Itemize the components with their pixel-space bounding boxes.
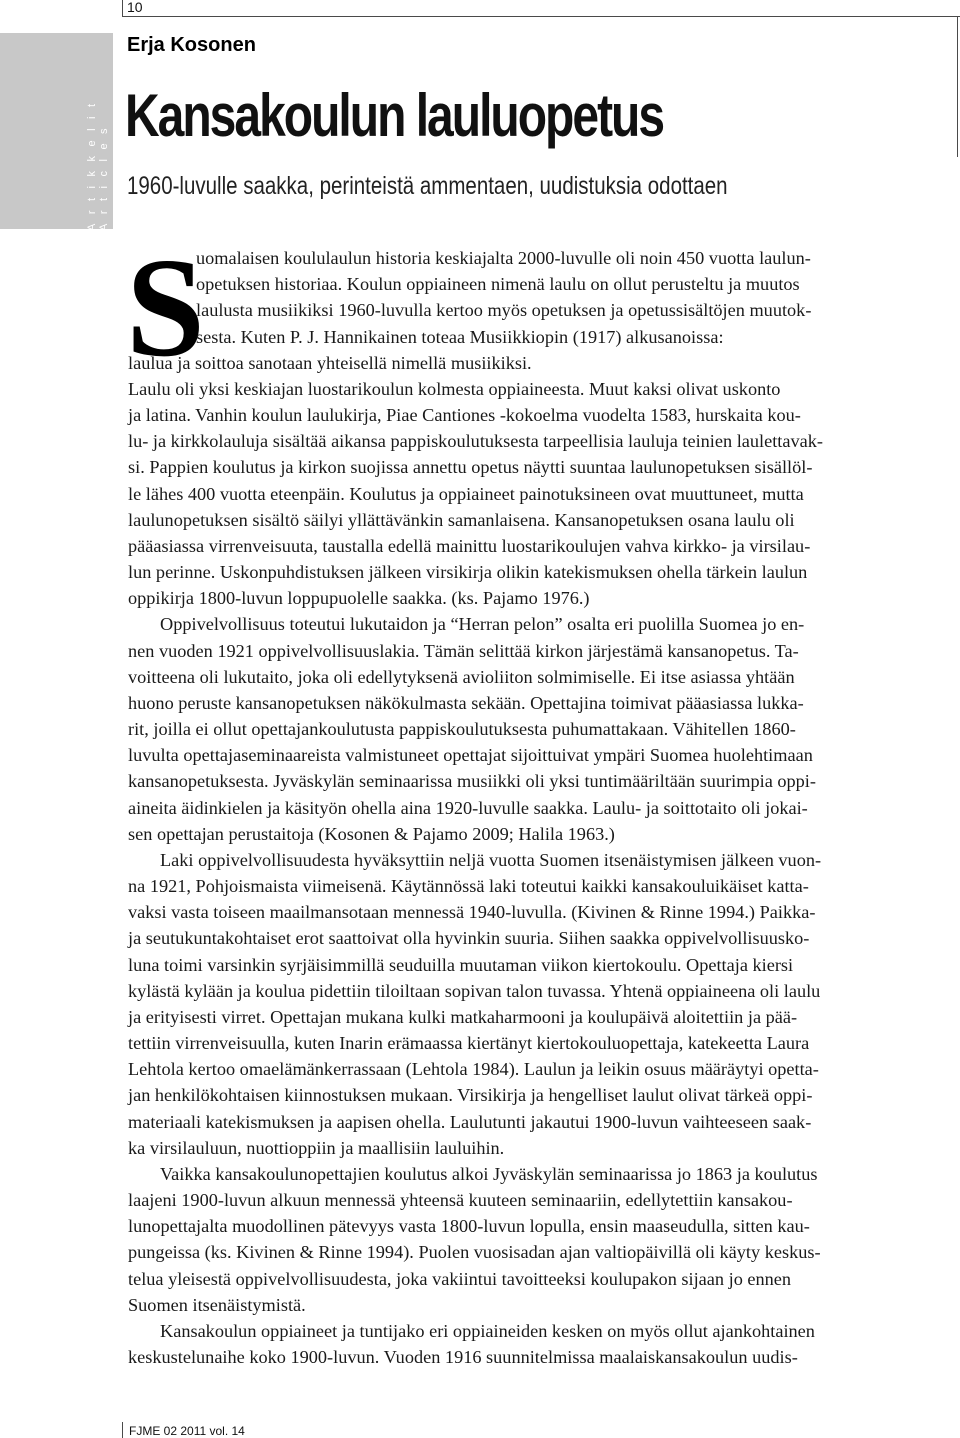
body-text-line: ja seutukuntakohtaiset erot saattoivat olla hyvinkin suuria. Siihen saakka oppivelvollisuusko- [128,928,810,949]
body-text-line: laulunopetuksen sisältö säilyi yllättävänkin samanlaisena. Kansanopetuksen osana laulu oli [128,509,795,530]
body-text-line: uomalaisen koululaulun historia keskiajalta 2000-luvulle oli noin 450 vuotta laulun- [196,248,811,268]
body-text-line: aineita äidinkielen ja käsityön ohella aina 1920-luvulle saakka. Laulu- ja soittotaito oli jokai- [128,797,808,818]
body-text-line: voitteena oli lukutaito, joka oli edellytyksenä avioliiton solmimiselle. Ei itse asiassa yhtään [128,666,795,687]
body-text-line: lun perinne. Uskonpuhdistuksen jälkeen virsikirja olikin katekismuksen ohella tärkein laulun [128,562,808,583]
body-text-line: Vaikka kansakoulunopettajien koulutus alkoi Jyväskylän seminaarissa jo 1863 ja koulutus [160,1163,818,1184]
body-text-line: lunopettajalta muodollinen pätevyys vasta 1800-luvun lopulla, ensin maaseudulla, sitten kau- [128,1216,810,1237]
body-text-line: luvulta opettajaseminaareista valmistuneet opettajat sijoittuivat ympäri Suomea huolehtimaan [128,745,813,766]
body-text-line: huono peruste kansanopetuksen näkökulmasta sekään. Opettajina toimivat pääasiassa lukka- [128,692,804,713]
body-text-line: keskustelunaihe koko 1900-luvun. Vuoden 1916 suunnitelmissa maalaiskansakoulun uudis- [128,1347,798,1368]
body-text-line: ja erityisesti virret. Opettajan mukana kulki matkaharmooni ja koulupäivä aloitettiin ja pää- [128,1006,798,1027]
body-text-line: Laulu oli yksi keskiajan luostarikoulun kolmesta oppiaineesta. Muut kaksi olivat uskonto [128,378,781,399]
article-subtitle: 1960-luvulle saakka, perinteistä ammentaen, uudistuksia odottaen [127,172,728,200]
journal-footer: FJME 02 2011 vol. 14 [129,1424,245,1438]
body-text-line: Kansakoulun oppiaineet ja tuntijako eri oppiaineiden kesken on myös ollut ajankohtainen [160,1320,815,1341]
body-text-line: na 1921, Pohjoismaista viimeisenä. Käytännössä laki toteutui kaikki kansakouluikäiset katta- [128,876,809,897]
crop-mark-bottom [122,1422,123,1438]
body-text-line: materiaali katekismuksen ja aapisen ohella. Laulutunti jakautui 1900-luvun vaihteeseen saak- [128,1111,812,1132]
body-text-line: Laki oppivelvollisuudesta hyväksyttiin neljä vuotta Suomen itsenäistymisen jälkeen vuon- [160,849,822,870]
body-text-line: Lehtola kertoo omaelämänkerrassaan (Lehtola 1984). Laulun ja leikin osuus määräytyi opetta- [128,1059,819,1080]
body-text-line: telua yleisestä oppivelvollisuudesta, joka vakiintui tavoitteeksi koulupakon sijaan jo ennen [128,1268,792,1289]
body-text-line: kansanopetuksesta. Jyväskylän seminaarissa musiikki oli yksi tuntimääriltään suurimpia oppi- [128,771,816,792]
body-text-line: oppikirja 1800-luvun loppupuolelle saakka. (ks. Pajamo 1976.) [128,588,590,609]
body-text-line: Suomen itsenäistymistä. [128,1294,306,1315]
body-text-line: laulusta musiikiksi 1960-luvulla kertoo myös opetuksen ja opetussisältöjen muutok- [196,300,812,321]
body-text-line: jan henkilökohtaisen kiinnostuksen mukaan. Virsikirja ja hengelliset laulut olivat tärkeä oppi- [128,1085,813,1106]
body-text-line: nen vuoden 1921 oppivelvollisuuslakia. Tämän selittää kirkon järjestämä kansanopetus. Ta- [128,640,799,661]
body-text-line: sesta. Kuten P. J. Hannikainen toteaa Musiikkiopin (1917) alkusanoissa: [196,326,724,347]
body-text-line: kylästä kylään ja koulua pidettiin tiloiltaan sopivan talon tuvassa. Yhtenä oppiaineena oli laulu [128,980,821,1001]
article-author: Erja Kosonen [127,34,256,56]
body-text-line: laajeni 1900-luvun alkuun mennessä yhteensä kuuteen seminaariin, edellytettiin kansakou- [128,1190,793,1211]
section-label-finnish: Artikkelit [86,94,98,231]
body-text-line: sen opettajan perustaitoja (Kosonen & Pajamo 2009; Halila 1963.) [128,823,615,844]
body-text-line: tettiin virrenveisuulla, kuten Inarin erämaassa kiertänyt kiertokouluopettaja, katekeetta Laura [128,1033,810,1054]
body-text-line: ka virsilauluun, nuottioppiin ja maallisiin lauluihin. [128,1137,505,1158]
body-text-line: le lähes 400 vuotta eteenpäin. Koulutus ja oppiaineet painotuksineen ovat muuttuneet, mutta [128,483,804,504]
body-text-line: opetuksen historiaa. Koulun oppiaineen nimenä laulu on ollut perusteltu ja muutos [196,274,800,295]
body-text-line: ja latina. Vanhin koulun laulukirja, Piae Cantiones -kokoelma vuodelta 1583, hurskaita kou- [128,405,801,426]
body-text-line: luna toimi varsinkin syrjäisimmillä seuduilla muutaman viikon kiertokoulu. Opettaja kiersi [128,954,794,975]
body-text-line: pungeissa (ks. Kivinen & Rinne 1994). Puolen vuosisadan ajan valtiopäivillä oli käyty keskus- [128,1242,821,1263]
article-title: Kansakoulun lauluopetus [125,82,664,149]
crop-mark-right [957,17,958,157]
body-text-line: Oppivelvollisuus toteutui lukutaidon ja “Herran pelon” osalta eri puolilla Suomea jo en- [160,614,805,635]
page-number: 10 [127,0,143,15]
body-text-line: pääasiassa virrenveisuuta, taustalla edellä mainittu luostarikoulujen vahva kirkko- ja virsilau- [128,535,811,556]
body-text-line: rit, joilla ei ollut opettajankoulutusta pappiskoulutuksesta puhumattakaan. Vähitellen 1860- [128,719,796,740]
crop-mark-top [122,0,123,16]
section-label-english: Articles [98,118,110,231]
header-rule [122,16,960,17]
drop-cap: S [126,228,205,386]
body-text-line: laulua ja soittoa sanotaan yhteisellä nimellä musiikiksi. [128,352,532,373]
body-text-line: lu- ja kirkkolauluja sisältää aikansa pappiskoulutuksesta tarpeellisia lauluja teinien laulettavak- [128,431,823,452]
body-text-line: si. Pappien koulutus ja kirkon suojissa annettu opetus näytti suuntaa laulunopetuksen sisällöl- [128,457,813,478]
body-text-line: vaksi vasta toiseen maailmansotaan mennessä 1940-luvulla. (Kivinen & Rinne 1994.) Paikka- [128,902,816,923]
